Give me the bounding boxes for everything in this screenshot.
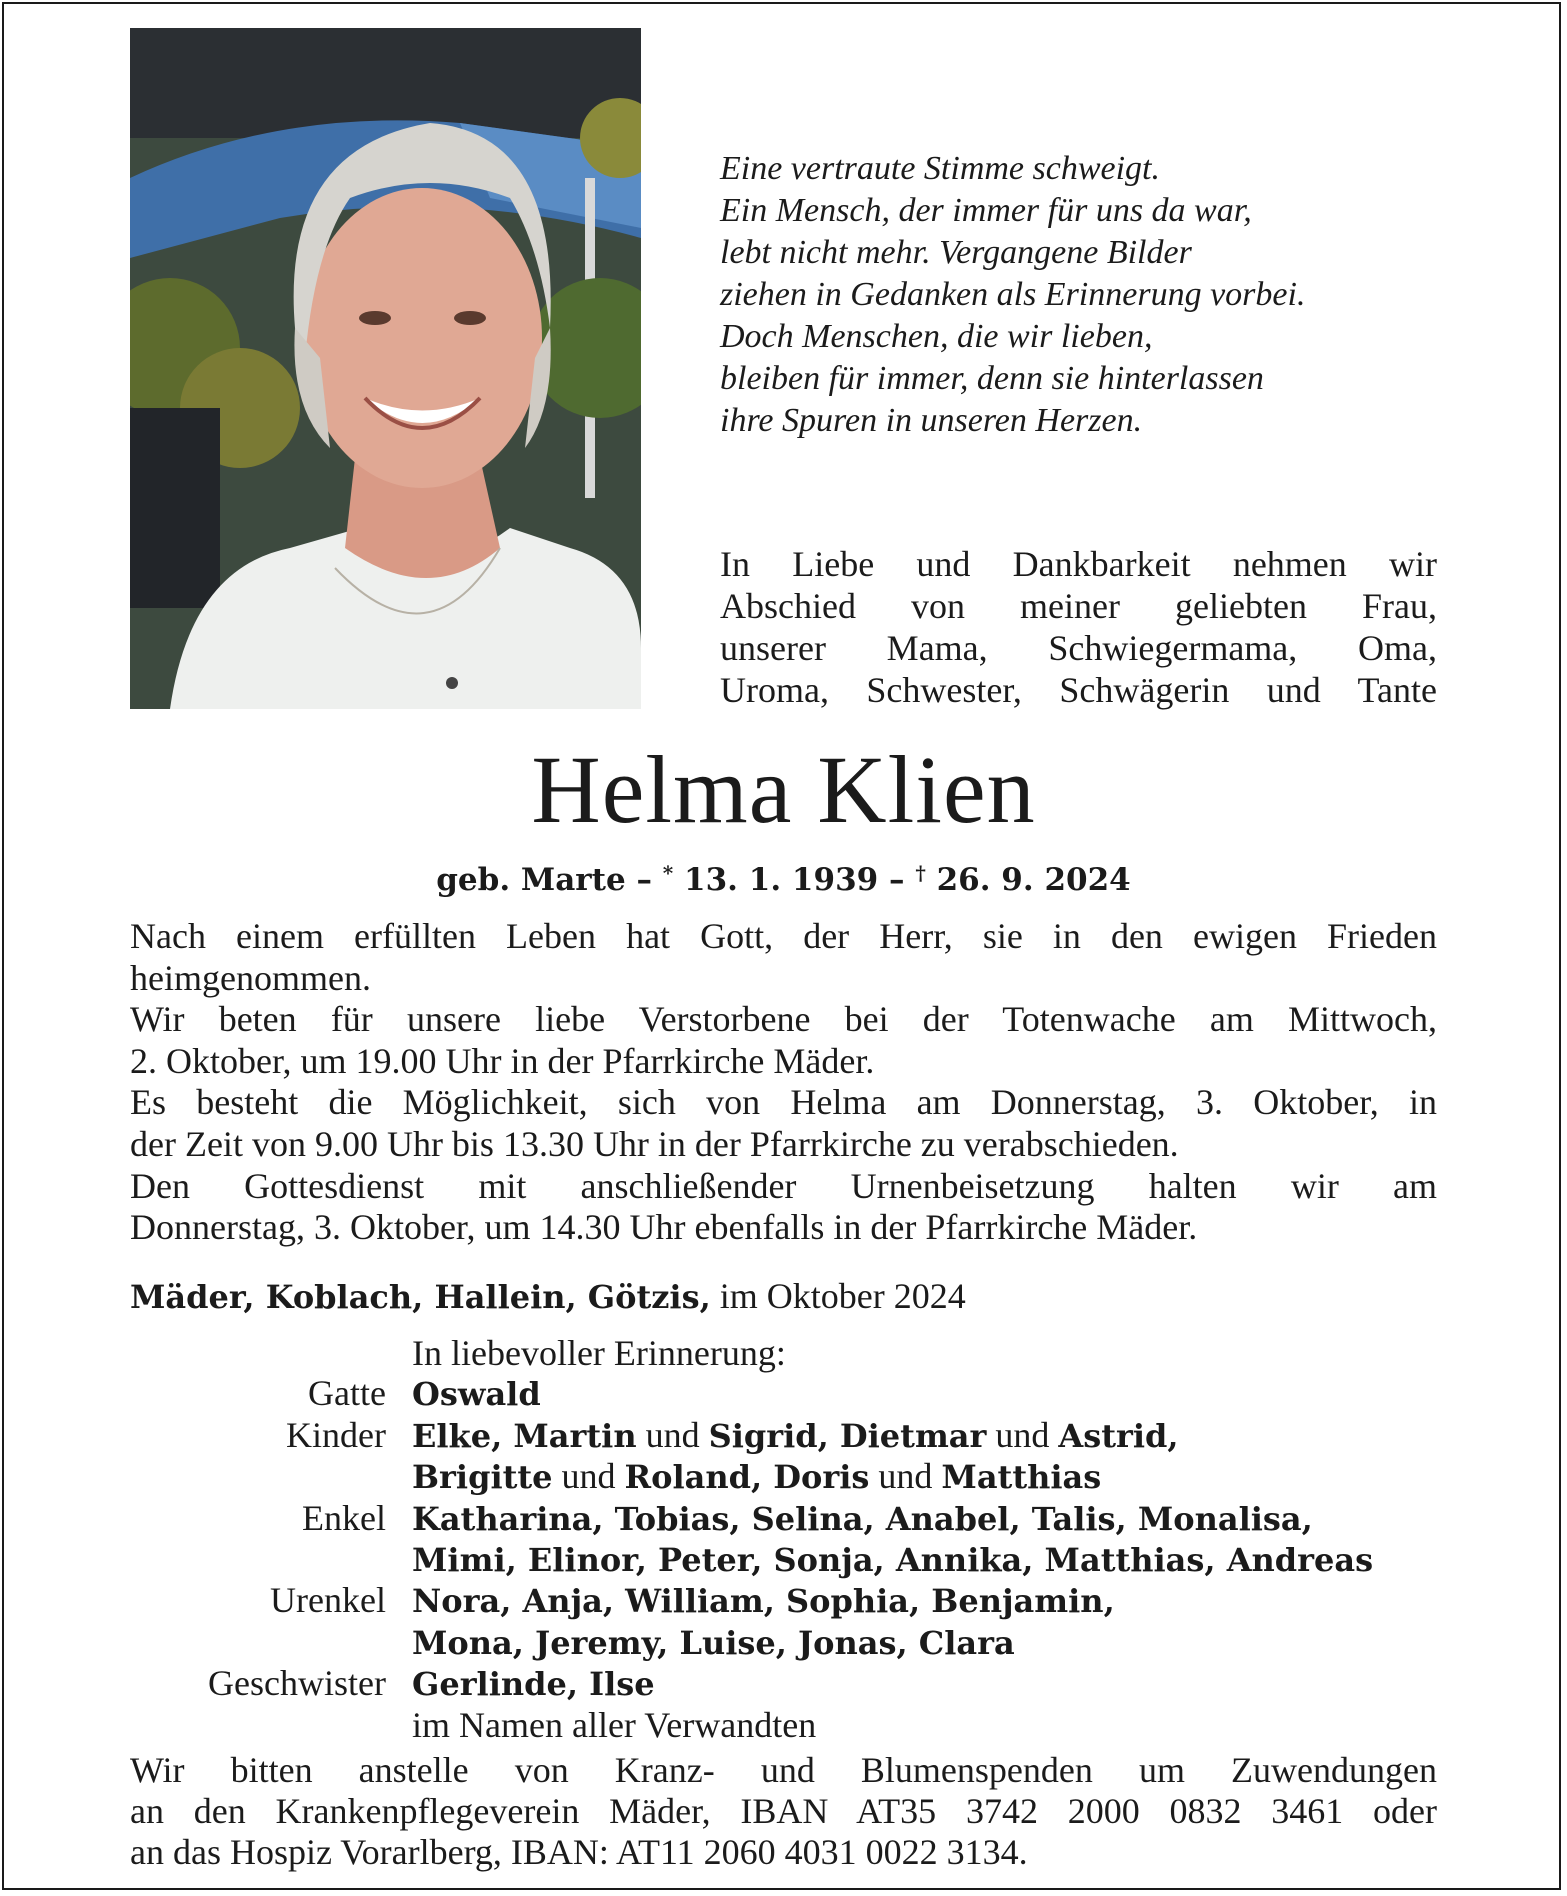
towns: Mäder, Koblach, Hallein, Götzis, — [130, 1278, 711, 1316]
maiden-name: geb. Marte — [436, 862, 626, 898]
poem-line: Eine vertraute Stimme schweigt. — [720, 150, 1161, 187]
conjunction: und — [561, 1456, 616, 1497]
deceased-name: Helma Klien — [531, 736, 1036, 843]
family-row-urenkel-cont — [130, 1622, 1437, 1663]
relative-names: Elke, Martin — [412, 1416, 637, 1455]
donation-request — [130, 1750, 1437, 1873]
family-row-kinder-cont — [130, 1456, 1437, 1497]
relation-label: Enkel — [302, 1497, 386, 1538]
notice-date: im Oktober 2024 — [719, 1276, 966, 1316]
poem-line: ihre Spuren in unseren Herzen. — [720, 402, 1143, 439]
place-and-date — [130, 1275, 1437, 1318]
conjunction: und — [645, 1414, 700, 1455]
family-row-gatte — [130, 1373, 1437, 1414]
poem-line: Doch Menschen, die wir lieben, — [720, 318, 1153, 355]
relation-label: Kinder — [286, 1414, 386, 1455]
details-line: der Zeit von 9.00 Uhr bis 13.30 Uhr in der Pfarrkirche zu verabschieden. — [130, 1123, 1179, 1164]
relative-names: Mimi, Elinor, Peter, Sonja, Annika, Matthias, Andreas — [412, 1541, 1374, 1580]
details-line: Nach einem erfüllten Leben hat Gott, der Herr, sie in den ewigen Frieden — [130, 916, 1437, 956]
family-row-closing — [130, 1705, 1437, 1745]
relative-names: Katharina, Tobias, Selina, Anabel, Talis, Monalisa, — [412, 1499, 1313, 1538]
details-line: Den Gottesdienst mit anschließender Urnenbeisetzung halten wir am — [130, 1165, 1437, 1206]
conjunction: und — [878, 1456, 933, 1497]
memorial-poem — [720, 148, 1440, 442]
birth-symbol: * — [662, 861, 674, 885]
family-row-kinder — [130, 1415, 1437, 1456]
relation-label: Gatte — [308, 1373, 386, 1414]
relative-names: Astrid, — [1058, 1416, 1179, 1455]
intro-line: Uroma, Schwester, Schwägerin und Tante — [720, 670, 1437, 710]
relative-names: Sigrid, Dietmar — [708, 1416, 987, 1455]
relative-names: Mona, Jeremy, Luise, Jonas, Clara — [412, 1623, 1015, 1662]
details-line: heimgenommen. — [130, 957, 371, 998]
family-row — [130, 1333, 1437, 1373]
portrait-photo — [130, 28, 641, 709]
portrait-image — [130, 28, 641, 709]
poem-line: Ein Mensch, der immer für uns da war, — [720, 192, 1252, 229]
conjunction: und — [995, 1414, 1050, 1455]
details-line: Es besteht die Möglichkeit, sich von Helma am Donnerstag, 3. Oktober, in — [130, 1082, 1437, 1123]
poem-line: bleiben für immer, denn sie hinterlassen — [720, 360, 1264, 397]
funeral-details — [130, 916, 1437, 1249]
intro-line: In Liebe und Dankbarkeit nehmen wir — [720, 544, 1437, 584]
donation-line: an den Krankenpflegeverein Mäder, IBAN AT35 3742 2000 0832 3461 oder — [130, 1791, 1437, 1831]
birth-date: 13. 1. 1939 — [684, 862, 879, 898]
donation-line: Wir bitten anstelle von Kranz- und Blumenspenden um Zuwendungen — [130, 1750, 1437, 1790]
relation-label: Geschwister — [208, 1663, 386, 1704]
farewell-intro — [720, 543, 1437, 711]
death-symbol: † — [915, 861, 926, 885]
details-line: Wir beten für unsere liebe Verstorbene bei der Totenwache am Mittwoch, — [130, 999, 1437, 1040]
family-row-enkel — [130, 1498, 1437, 1539]
life-dates — [0, 853, 1567, 900]
separator: – — [636, 862, 652, 898]
closing-line: im Namen aller Verwandten — [412, 1704, 817, 1745]
relative-names: Gerlinde, Ilse — [412, 1665, 655, 1704]
details-line: Donnerstag, 3. Oktober, um 14.30 Uhr ebenfalls in der Pfarrkirche Mäder. — [130, 1207, 1198, 1248]
relative-names: Matthias — [941, 1458, 1102, 1497]
intro-line: unserer Mama, Schwiegermama, Oma, — [720, 628, 1437, 668]
intro-line: Abschied von meiner geliebten Frau, — [720, 586, 1437, 626]
family-row-urenkel — [130, 1580, 1437, 1621]
family-intro: In liebevoller Erinnerung: — [412, 1333, 786, 1373]
family-row-enkel-cont — [130, 1539, 1437, 1580]
family-row-geschwister — [130, 1663, 1437, 1704]
relative-names: Oswald — [412, 1375, 541, 1414]
relative-names: Roland, Doris — [624, 1458, 870, 1497]
separator: – — [889, 862, 905, 898]
relative-names: Nora, Anja, William, Sophia, Benjamin, — [412, 1582, 1115, 1621]
poem-line: ziehen in Gedanken als Erinnerung vorbei. — [720, 276, 1306, 313]
relation-label: Urenkel — [270, 1580, 386, 1621]
donation-line: an das Hospiz Vorarlberg, IBAN: AT11 2060 4031 0022 3134. — [130, 1832, 1028, 1872]
details-line: 2. Oktober, um 19.00 Uhr in der Pfarrkirche Mäder. — [130, 1040, 875, 1081]
death-date: 26. 9. 2024 — [936, 862, 1131, 898]
mourners-list — [130, 1333, 1437, 1745]
poem-line: lebt nicht mehr. Vergangene Bilder — [720, 234, 1192, 271]
relative-names: Brigitte — [412, 1458, 553, 1497]
